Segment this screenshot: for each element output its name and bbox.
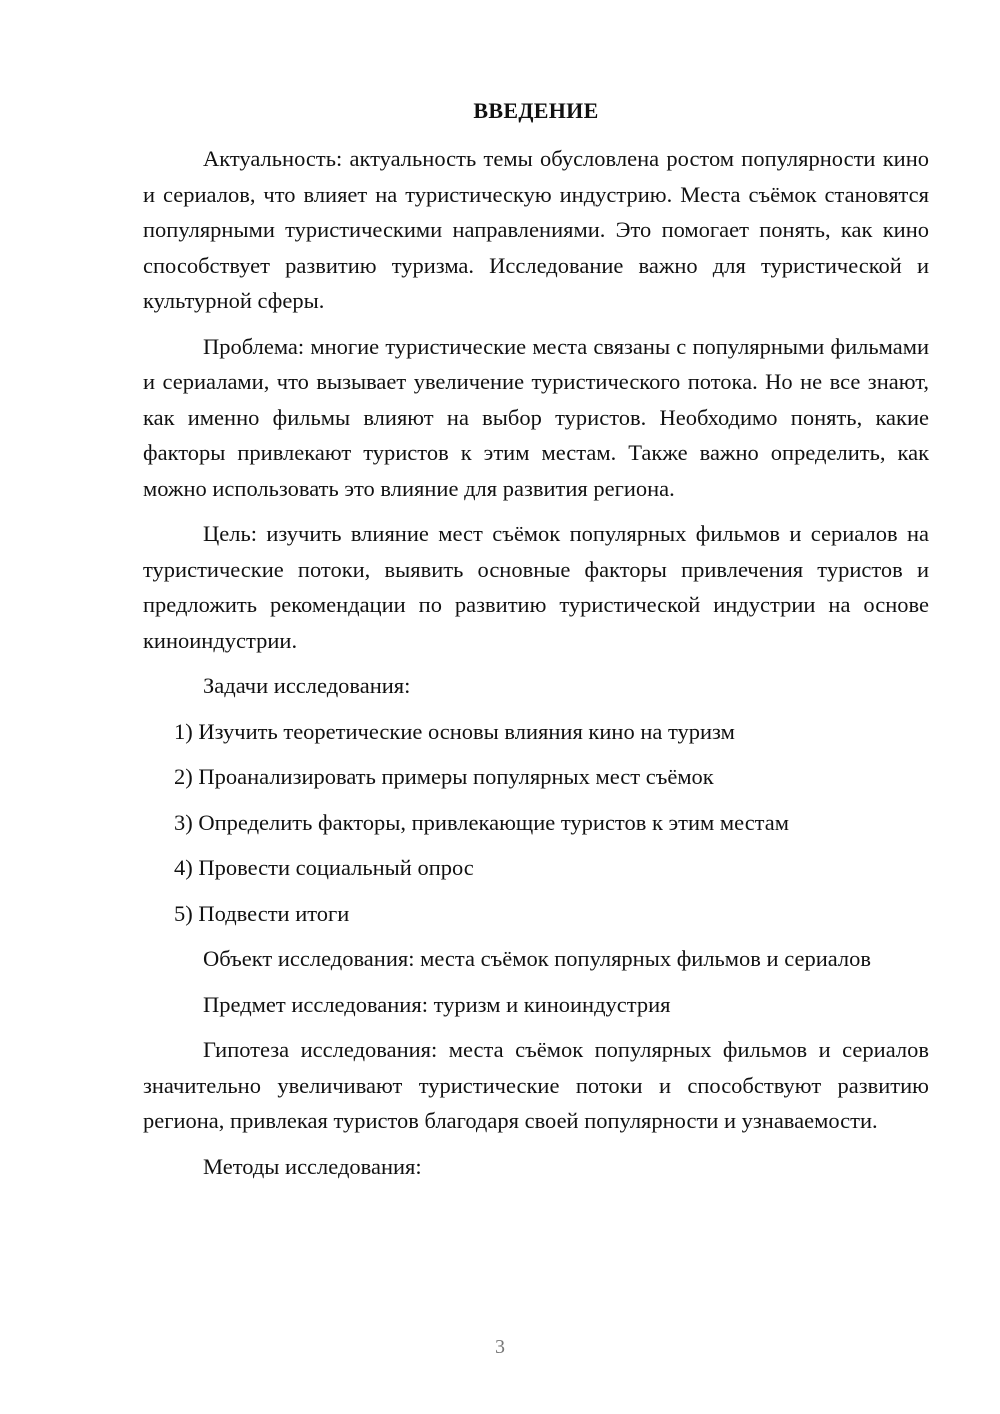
page-number: 3 xyxy=(495,1336,505,1358)
hypothesis-paragraph: Гипотеза исследования: места съёмок популярных фильмов и сериалов значительно увеличивают туристические потоки и способствуют развитию региона, привлекая туристов благодаря своей популярности и узнаваемости. xyxy=(143,1037,929,1133)
methods-paragraph: Методы исследования: xyxy=(203,1153,422,1179)
problem-paragraph: Проблема: многие туристические места связаны с популярными фильмами и сериалами, что вызывает увеличение туристического потока. Но не все знают, как именно фильмы влияют на выбор туристов. Необходимо понять, какие факторы привлекают туристов к этим местам. Также важно определить, как можно использовать это влияние для развития региона. xyxy=(143,333,929,501)
goal-paragraph: Цель: изучить влияние мест съёмок популярных фильмов и сериалов на туристические потоки, выявить основные факторы привлечения туристов и предложить рекомендации по развитию туристической индустрии на основе киноиндустрии. xyxy=(143,521,929,653)
task-item: 4) Провести социальный опрос xyxy=(174,855,474,880)
tasks-heading: Задачи исследования: xyxy=(203,673,411,698)
task-item: 2) Проанализировать примеры популярных мест съёмок xyxy=(174,764,714,789)
task-item: 1) Изучить теоретические основы влияния кино на туризм xyxy=(174,718,735,744)
object-paragraph: Объект исследования: места съёмок популярных фильмов и сериалов xyxy=(203,946,872,971)
subject-paragraph: Предмет исследования: туризм и киноиндустрия xyxy=(203,991,671,1017)
section-heading: ВВЕДЕНИЕ xyxy=(473,98,599,123)
task-item: 5) Подвести итоги xyxy=(174,900,350,926)
body-text xyxy=(143,141,929,1194)
relevance-paragraph: Актуальность: актуальность темы обусловлена ростом популярности кино и сериалов, что влияет на туристическую индустрию. Места съёмок становятся популярными туристическими направлениями. Это помогает понять, как кино способствует развитию туризма. Исследование важно для туристической и культурной сферы. xyxy=(143,146,929,313)
task-item: 3) Определить факторы, привлекающие туристов к этим местам xyxy=(174,809,790,835)
